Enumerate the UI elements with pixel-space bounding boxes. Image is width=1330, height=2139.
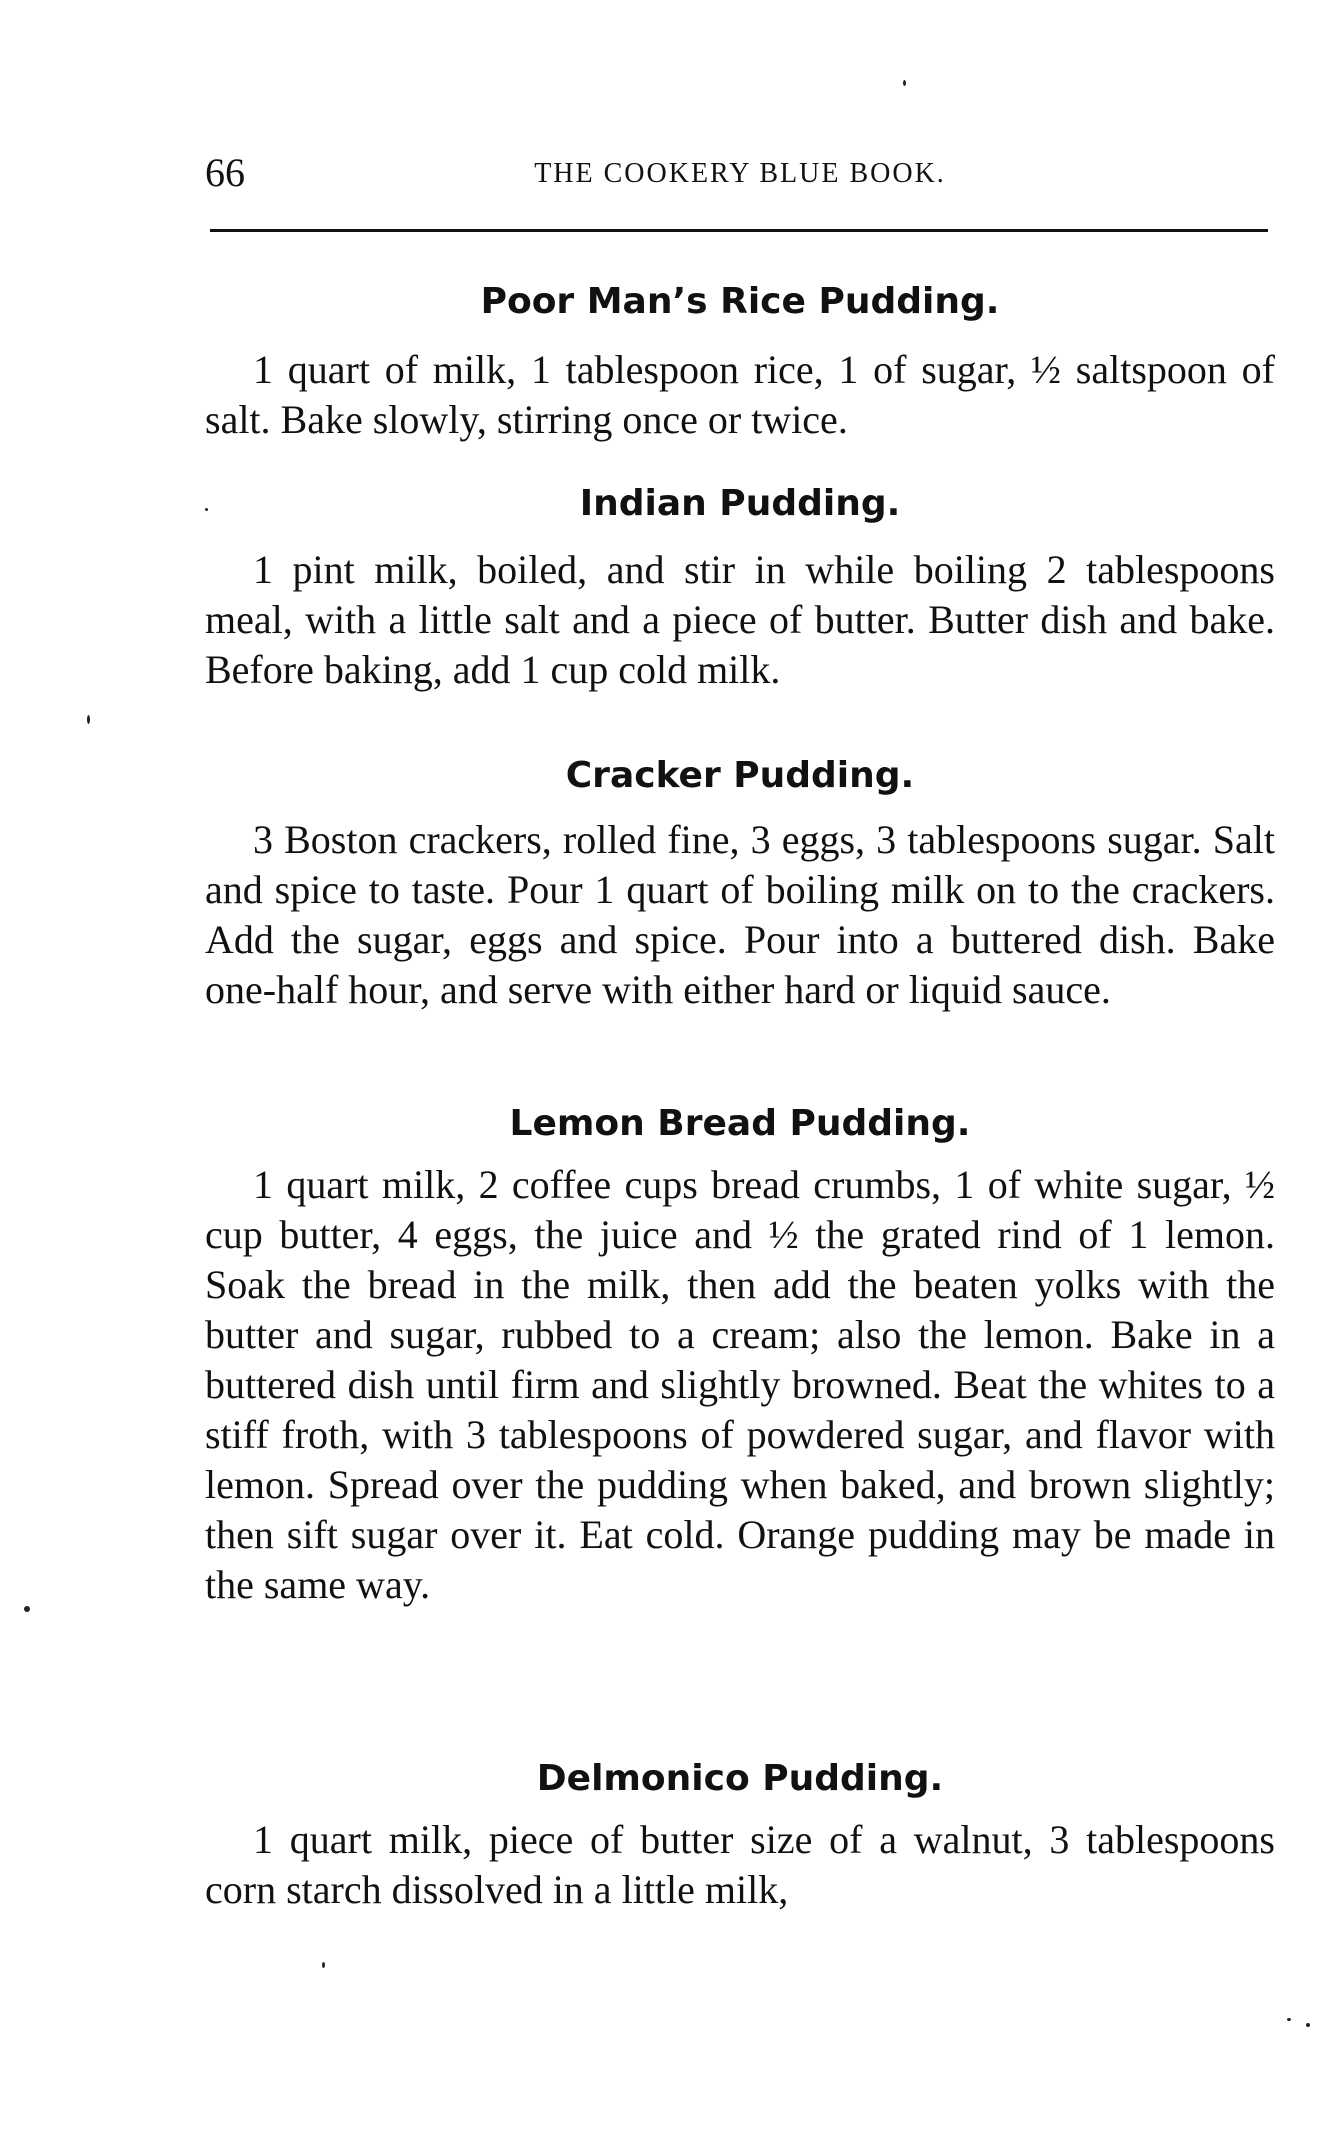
page-number: 66 <box>205 150 245 195</box>
speck <box>24 1606 30 1612</box>
speck <box>1306 2023 1310 2027</box>
running-title: THE COOKERY BLUE BOOK. <box>534 158 946 189</box>
recipe-body-lemon-bread-pudding: 1 quart milk, 2 coffee cups bread crumbs, 1 of white sugar, ½ cup butter, 4 eggs, the juice and ½ the grated rind of 1 lemon. Soak the bread in the milk, then add the beaten yolks with the butter and sugar, rubbed to a cream; also the lemon. Bake in a buttered dish until firm and slightly browned. Beat the whites to a stiff froth, with 3 tablespoons of powdered sugar, and flavor with lemon. Spread over the pudding when baked, and brown slightly; then sift sugar over it. Eat cold. Orange pudding may be made in the same way. <box>205 1162 1275 1607</box>
recipe-title-lemon-bread-pudding: Lemon Bread Pudding. <box>509 1103 971 1144</box>
recipe-body-indian-pudding: 1 pint milk, boiled, and stir in while boiling 2 tablespoons meal, with a little salt and a piece of butter. Butter dish and bake. Before baking, add 1 cup cold milk. <box>205 547 1275 692</box>
page-header <box>205 148 1275 198</box>
recipe-title-delmonico-pudding: Delmonico Pudding. <box>536 1758 944 1799</box>
speck <box>903 80 906 86</box>
recipe-title-poor-mans-rice-pudding: Poor Man’s Rice Pudding. <box>480 281 1000 322</box>
speck <box>1287 2018 1291 2021</box>
recipe-title-cracker-pudding: Cracker Pudding. <box>565 755 915 796</box>
recipe-title-indian-pudding: Indian Pudding. <box>579 483 901 524</box>
recipe-body-cracker-pudding: 3 Boston crackers, rolled fine, 3 eggs, 3 tablespoons sugar. Salt and spice to taste. Pour 1 quart of boiling milk on to the crackers. Add the sugar, eggs and spice. Pour into a buttered dish. Bake one-half hour, and serve with either hard or liquid sauce. <box>205 817 1275 1012</box>
recipe-body-poor-mans-rice-pudding: 1 quart of milk, 1 tablespoon rice, 1 of sugar, ½ saltspoon of salt. Bake slowly, stirring once or twice. <box>205 347 1275 442</box>
speck <box>322 1962 325 1968</box>
header-rule <box>210 229 1268 232</box>
speck <box>87 715 90 724</box>
recipe-body-delmonico-pudding: 1 quart milk, piece of butter size of a walnut, 3 tablespoons corn starch dissolved in a little milk, <box>205 1817 1275 1912</box>
speck <box>205 508 208 511</box>
